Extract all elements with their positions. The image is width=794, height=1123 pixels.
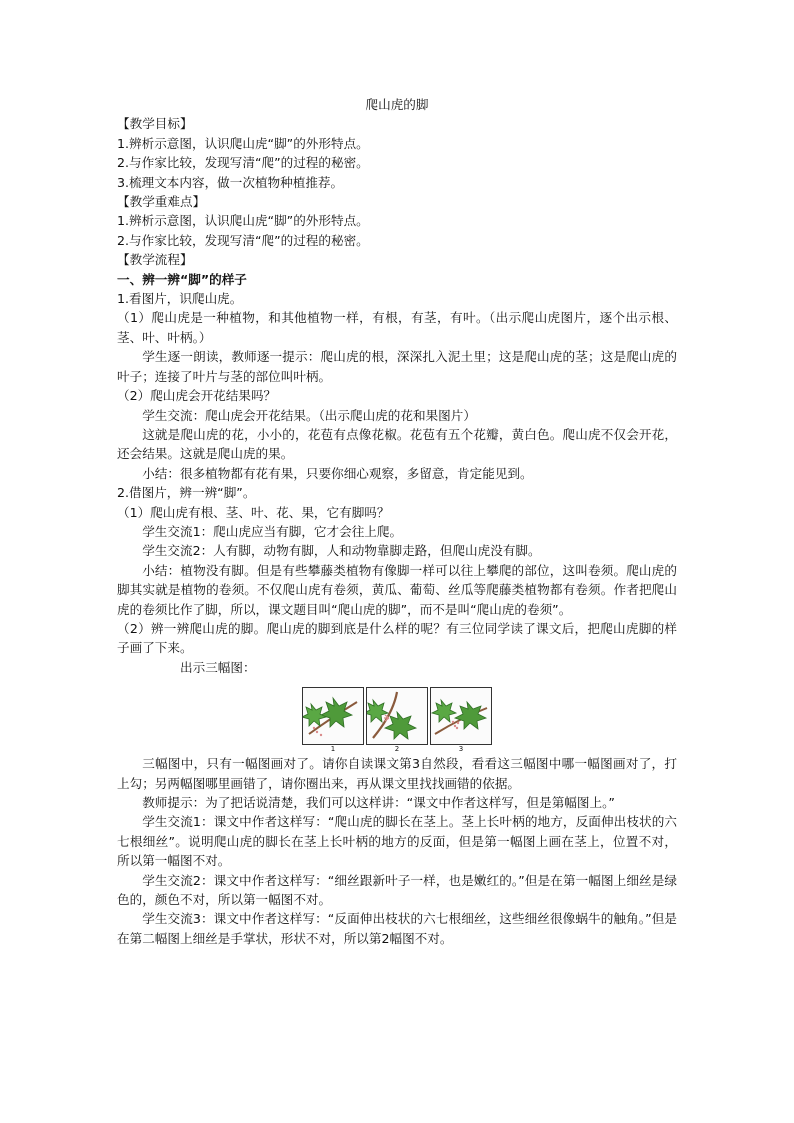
paragraph: 学生交流2：人有脚，动物有脚，人和动物靠脚走路，但爬山虎没有脚。 [142, 543, 541, 559]
figure-label: 3 [458, 745, 464, 754]
paragraph: 1.看图片，识爬山虎。 [117, 291, 243, 307]
figure-row [117, 687, 677, 754]
step-heading: 一、辨一辨“脚”的样子 [117, 271, 247, 287]
paragraph: （1）爬山虎有根、茎、叶、花、果，它有脚吗？ [117, 504, 390, 520]
ivy-illustration-3 [430, 687, 492, 745]
paragraph: （1）爬山虎是一种植物，和其他植物一样，有根，有茎，有叶。（出示爬山虎图片，逐个出示根、茎、叶、叶柄。） [117, 310, 677, 345]
ivy-leaf-icon [367, 688, 427, 744]
section-heading: 【教学目标】 [117, 116, 193, 132]
paragraph: 1.辨析示意图，认识爬山虎“脚”的外形特点。 [117, 135, 369, 151]
ivy-leaf-icon [431, 688, 491, 744]
paragraph: 学生交流：爬山虎会开花结果。（出示爬山虎的花和果图片） [142, 407, 476, 423]
figure-label: 2 [394, 745, 400, 754]
section-heading: 【教学重难点】 [117, 194, 206, 210]
paragraph: （2）辨一辨爬山虎的脚。爬山虎的脚到底是什么样的呢？有三位同学读了课文后，把爬山虎脚的样子画了下来。 [117, 620, 677, 656]
paragraph: 学生交流2：课文中作者这样写：“细丝跟新叶子一样，也是嫩红的。”但是在第一幅图上细丝是绿色的，颜色不对，所以第一幅图不对。 [117, 872, 677, 908]
paragraph: 小结：植物没有脚。但是有些攀藤类植物有像脚一样可以往上攀爬的部位，这叫卷须。爬山虎的脚其实就是植物的卷须。不仅爬山虎有卷须，黄瓜、葡萄、丝瓜等爬藤类植物都有卷须。作者把爬山虎的卷须比作了脚，所以，课文题目叫“爬山虎的脚”，而不是叫“爬山虎的卷须”。 [117, 562, 677, 617]
paragraph: 这就是爬山虎的花，小小的，花苞有点像花椒。花苞有五个花瓣，黄白色。爬山虎不仅会开花，还会结果。这就是爬山虎的果。 [117, 426, 677, 462]
paragraph: 学生交流3：课文中作者这样写：“反面伸出枝状的六七根细丝，这些细丝很像蜗牛的触角。”但是在第二幅图上细丝是手掌状，形状不对，所以第2幅图不对。 [117, 911, 677, 946]
ivy-illustration-1 [302, 687, 364, 745]
figure-3 [430, 687, 492, 754]
ivy-illustration-2 [366, 687, 428, 745]
paragraph: 学生交流1：爬山虎应当有脚，它才会往上爬。 [142, 523, 403, 539]
figure-1 [302, 687, 364, 754]
paragraph: 2.借图片，辨一辨“脚”。 [117, 485, 256, 501]
paragraph: 学生交流1：课文中作者这样写：“爬山虎的脚长在茎上。茎上长叶柄的地方，反面伸出枝状的六七根细丝”。说明爬山虎的脚长在茎上长叶柄的地方的反面，但是第一幅图上画在茎上，位置不对，所以第一幅图不对。 [117, 814, 677, 869]
paragraph: 2.与作家比较，发现写清“爬”的过程的秘密。 [117, 155, 369, 171]
figure-2 [366, 687, 428, 754]
paragraph: 1.辨析示意图，认识爬山虎“脚”的外形特点。 [117, 213, 369, 229]
figure-label: 1 [330, 745, 336, 754]
paragraph: 小结：很多植物都有花有果，只要你细心观察，多留意，肯定能见到。 [142, 465, 533, 481]
paragraph: 三幅图中，只有一幅图画对了。请你自读课文第3自然段，看看这三幅图中哪一幅图画对了，打上勾；另两幅图哪里画错了，请你圈出来，再从课文里找找画错的依据。 [117, 756, 677, 791]
paragraph: 3.梳理文本内容，做一次植物种植推荐。 [117, 174, 344, 190]
document [117, 95, 677, 948]
paragraph: （2）爬山虎会开花结果吗？ [117, 388, 277, 404]
section-heading: 【教学流程】 [117, 252, 193, 268]
doc-title: 爬山虎的脚 [365, 97, 429, 112]
paragraph: 出示三幅图： [180, 659, 256, 675]
paragraph: 学生逐一朗读，教师逐一提示：爬山虎的根，深深扎入泥土里；这是爬山虎的茎；这是爬山虎的叶子；连接了叶片与茎的部位叫叶柄。 [117, 349, 677, 384]
ivy-leaf-icon [303, 688, 363, 744]
paragraph: 2.与作家比较，发现写清“爬”的过程的秘密。 [117, 232, 369, 248]
paragraph: 教师提示：为了把话说清楚，我们可以这样讲：“课文中作者这样写，但是第幅图上。” [142, 795, 615, 810]
